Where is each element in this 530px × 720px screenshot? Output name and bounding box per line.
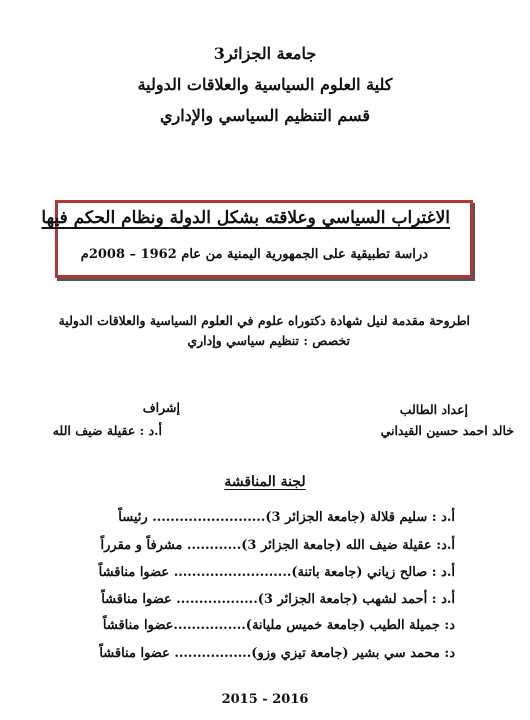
supervisor-name: أ.د : عقيلة ضيف الله	[52, 423, 162, 438]
faculty-name: كلية العلوم السياسية والعلاقات الدولية	[137, 75, 393, 94]
committee-member: د: محمد سي بشير (جامعة تيزي وزو)................. عضوا مناقشاً	[99, 646, 455, 661]
thesis-title: الاغتراب السياسي وعلاقته بشكل الدولة ونظام الحكم فيها	[41, 208, 450, 228]
university-name: جامعة الجزائر3	[213, 44, 317, 63]
supervision-label: إشراف	[142, 400, 180, 415]
committee-member: أ.د : سليم قلالة (جامعة الجزائر 3)......................... رئيساً	[118, 510, 455, 525]
department-name: قسم التنظيم السياسي والإداري	[159, 106, 370, 125]
committee-member: أ.د : أحمد لشهب (جامعة الجزائر 3).................. عضوا مناقشاً	[101, 592, 455, 607]
prepared-by-label: إعداد الطالب	[399, 402, 468, 417]
student-name: خالد احمد حسين القيداني	[380, 423, 514, 438]
academic-year: 2015 - 2016	[221, 692, 309, 707]
committee-member: أ.د : صالح زياني (جامعة باتنة).......................... عضوا مناقشاً	[98, 565, 455, 580]
committee-member: د: جميلة الطيب (جامعة خميس مليانة)................عضوا مناقشاً	[102, 618, 455, 633]
specialization: تخصص : تنظيم سياسي وإداري	[187, 333, 350, 348]
thesis-description: اطروحة مقدمة لنيل شهادة دكتوراه علوم في العلوم السياسية والعلاقات الدولية	[58, 313, 470, 328]
thesis-subtitle: دراسة تطبيقية على الجمهورية اليمنية من عام 1962 – 2008م	[80, 247, 428, 262]
committee-title: لجنة المناقشة	[224, 474, 306, 490]
title-box	[41, 200, 473, 278]
committee-member: أ.د: عقيلة ضيف الله (جامعة الجزائر 3)............ مشرفاً و مقرراً	[100, 538, 455, 553]
